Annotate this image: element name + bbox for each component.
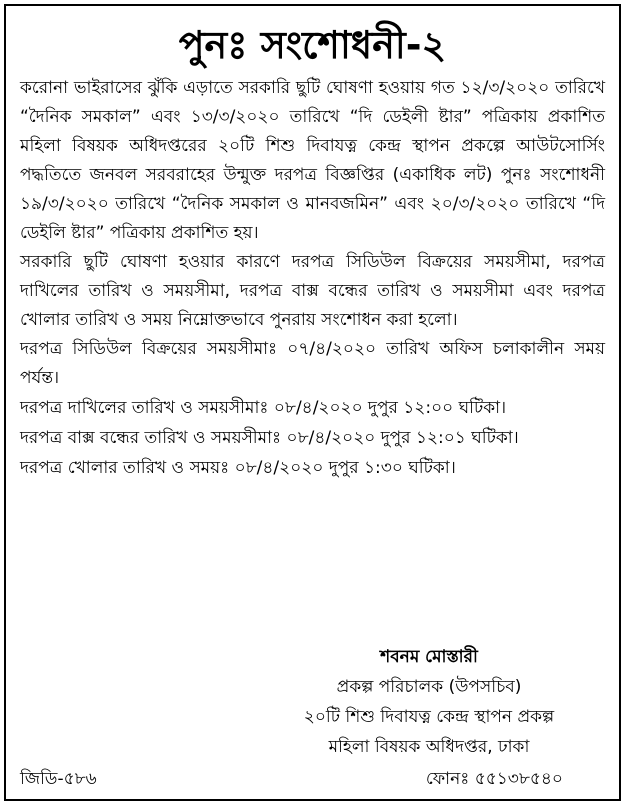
schedule-opening-time: দরপত্র খোলার তারিখ ও সময়ঃ ০৮/৪/২০২০ দুপুর ১:৩০ ঘটিকা। [20, 458, 456, 478]
schedule-box-closing-deadline: দরপত্র বাক্স বন্ধের তারিখ ও সময়সীমাঃ ০৮/৪/২০২০ দুপুর ১২:০১ ঘটিকা। [20, 428, 519, 448]
notice-title: পুনঃ সংশোধনী-২ [178, 23, 447, 67]
notice-frame [4, 4, 621, 801]
signatory-designation: প্রকল্প পরিচালক (উপসচিব) [336, 677, 522, 697]
schedule-submission-deadline: দরপত্র দাখিলের তারিখ ও সময়সীমাঃ ০৮/৪/২০২০ দুপুর ১২:০০ ঘটিকা। [20, 398, 507, 418]
paragraph-schedule-sale-deadline: দরপত্র সিডিউল বিক্রয়ের সময়সীমাঃ ০৭/৪/২০২০ তারিখ অফিস চলাকালীন সময় পর্যন্ত। [20, 339, 605, 388]
paragraph-revision-reason: সরকারি ছুটি ঘোষণা হওয়ার কারণে দরপত্র সিডিউল বিক্রয়ের সময়সীমা, দরপত্র দাখিলের তারিখ ও সময়সীমা, দরপত্র বাক্স বন্ধের তারিখ ও সময়সীমা এবং দরপত্র খোলার তারিখ ও সময় নিম্নোক্তভাবে পুনরায় সংশোধন করা হলো। [20, 252, 605, 330]
signatory-name: শবনম মোস্তারী [380, 647, 478, 667]
phone-number: ফোনঃ ৫৫১৩৮৫৪০ [425, 769, 563, 789]
signature-block [279, 642, 579, 762]
signatory-project: ২০টি শিশু দিবাযত্ন কেন্দ্র স্থাপন প্রকল্প [303, 707, 555, 727]
signatory-office: মহিলা বিষয়ক অধিদপ্তর, ঢাকা [328, 737, 530, 757]
notice-body [6, 74, 619, 483]
gd-number: জিডি-৫৮৬ [20, 769, 97, 789]
paragraph-corrigendum-background: করোনা ভাইরাসের ঝুঁকি এড়াতে সরকারি ছুটি ঘোষণা হওয়ায় গত ১২/৩/২০২০ তারিখে “দৈনিক সমকাল” এবং ১৩/৩/২০২০ তারিখে “দি ডেইলী ষ্টার” পত্রিকায় প্রকাশিত মহিলা বিষয়ক অধিদপ্তরের ২০টি শিশু দিবাযত্ন কেন্দ্র স্থাপন প্রকল্পে আউটসোর্সিং পদ্ধতিতে জনবল সরবরাহের উন্মুক্ত দরপত্র বিজ্ঞপ্তির (একাধিক লট) পুনঃ সংশোধনী ১৯/৩/২০২০ তারিখে “দৈনিক সমকাল ও মানবজমিন” এবং ২০/৩/২০২০ তারিখে “দি ডেইলি ষ্টার” পত্রিকায় প্রকাশিত হয়। [20, 78, 605, 243]
